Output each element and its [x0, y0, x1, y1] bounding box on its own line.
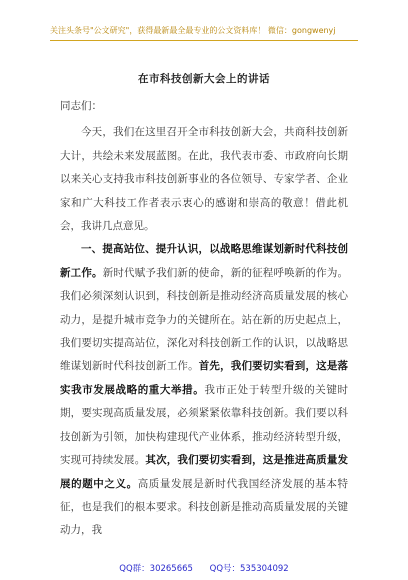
paragraph-section-one — [60, 238, 348, 542]
paragraph-text: 我市正处于转型升级的关键时期，要实现高质量发展，必须紧紧依靠科技创新。我们要以科技创新为引领，加快构建现代产业体系，推动经济转型升级，实现可持续发展。 — [60, 383, 349, 467]
footer-qq-number: QQ号：535304092 — [209, 564, 289, 574]
footer-qq-group: QQ群：30265665 — [119, 564, 193, 574]
key-point-first: 首先，我们要切实看到，这是落实我市发展战略的重大举措。 — [60, 360, 348, 396]
header-banner: 关注头条号"公文研究"，获得最新最全最专业的公文资料库！ 微信：gongwenyj — [50, 26, 336, 35]
paragraph-opening: 今天，我们在这里召开全市科技创新大会，共商科技创新大计，共绘未来发展蓝图。在此，我代表市委、市政府向长期以来关心支持我市科技创新事业的各位领导、专家学者、企业家和广大科技工作者表示衷心的感谢和崇高的敬意！借此机会，我讲几点意见。 — [60, 126, 348, 233]
paragraph-text: 新时代赋予我们新的使命，新的征程呼唤新的作为。我们必须深刻认识到，科技创新是推动经济高质量发展的核心动力，是提升城市竞争力的关键所在。站在新的历史起点上，我们要切实提高站位，深化对科技创新工作的认识，以战略思维谋划新时代科技创新工作。 — [60, 266, 349, 373]
key-point-second: 其次，我们要切实看到，这是推进高质量发展的题中之义。 — [60, 454, 349, 490]
section-heading: 一、提高站位、提升认识，以战略思维谋划新时代科技创新工作。 — [60, 243, 348, 279]
salutation: 同志们： — [60, 100, 102, 112]
document-title: 在市科技创新大会上的讲话 — [138, 73, 270, 85]
footer-contact — [0, 562, 408, 574]
paragraph-text: 高质量发展是新时代我国经济发展的基本特征，也是我们的根本要求。科技创新是推动高质量发展的关键动力，我 — [60, 477, 349, 537]
document-body — [60, 95, 348, 543]
header-divider — [50, 40, 358, 41]
